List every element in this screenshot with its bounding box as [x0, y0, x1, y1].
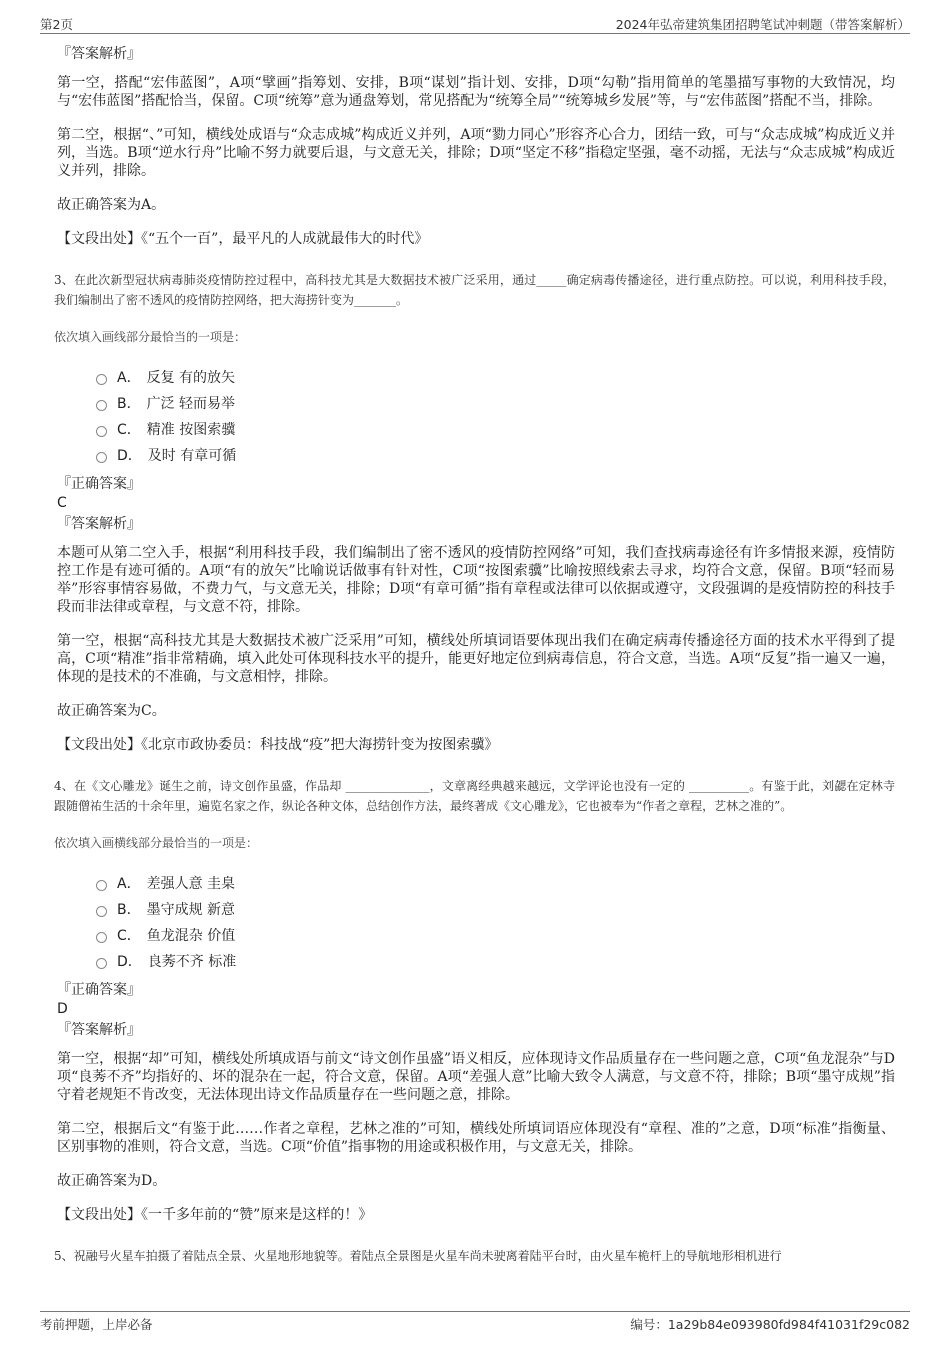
option-d[interactable]: D． 及时 有章可循: [96, 442, 895, 468]
radio-icon[interactable]: [96, 932, 107, 943]
question-3-stem: 3、在此次新型冠状病毒肺炎疫情防控过程中，高科技尤其是大数据技术被广泛采用，通过_____确定病毒传播途径，进行重点防控。可以说，利用科技手段，我们编制出了密不透风的疫情防控网络，把大海捞针变为_______。: [54, 273, 895, 307]
option-d[interactable]: D． 良莠不齐 标准: [96, 948, 895, 974]
source-citation: 【文段出处】《“五个一百”，最平凡的人成就最伟大的时代》: [57, 231, 429, 247]
document-body: [54, 44, 895, 1266]
conclusion-text: 故正确答案为A。: [57, 197, 166, 213]
conclusion-text: 故正确答案为D。: [57, 1173, 167, 1189]
analysis-paragraph: 本题可从第二空入手，根据“利用科技手段，我们编制出了密不透风的疫情防控网络”可知，我们查找病毒途径有许多情报来源，疫情防控工作是有迹可循的。A项“有的放矢”比喻说话做事有针对性，C项“按图索骥”比喻按照线索去寻求，均符合文意，保留。B项“轻而易举”形容事情容易做，不费力气，与文意无关，排除；D项“有章可循”指有章程或法律可以依据或遵守，文段强调的是疫情防控的科技手段而非法律或章程，与文意不符，排除。: [57, 545, 895, 615]
question-4-instruction: 依次填入画横线部分最恰当的一项是：: [54, 836, 259, 850]
page-number: 第2页: [40, 17, 73, 32]
option-b[interactable]: B． 墨守成规 新意: [96, 896, 895, 922]
footer-slogan: 考前押题，上岸必备: [40, 1317, 153, 1332]
correct-answer: C: [57, 495, 67, 511]
page-header: [40, 12, 910, 34]
analysis-paragraph: 第一空，根据“高科技尤其是大数据技术被广泛采用”可知，横线处所填词语要体现出我们在确定病毒传播途径方面的技术水平得到了提高，C项“精准”指非常精确，填入此处可体现科技水平的提升，能更好地定位到病毒信息，符合文意，当选。A项“反复”指一遍又一遍，体现的是技术的不准确，与文意相悖，排除。: [57, 633, 895, 685]
correct-answer: D: [57, 1001, 68, 1017]
analysis-paragraph: 第二空，根据“、”可知，横线处成语与“众志成城”构成近义并列，A项“勠力同心”形容齐心合力，团结一致，可与“众志成城”构成近义并列，当选。B项“逆水行舟”比喻不努力就要后退，与文意无关，排除；D项“坚定不移”指稳定坚强，毫不动摇，无法与“众志成城”构成近义并列，排除。: [57, 127, 895, 179]
option-c[interactable]: C． 精准 按图索骥: [96, 416, 895, 442]
radio-icon[interactable]: [96, 880, 107, 891]
question-3-options: [96, 364, 895, 468]
conclusion-text: 故正确答案为C。: [57, 703, 166, 719]
question-5-stem: 5、祝融号火星车拍摄了着陆点全景、火星地形地貌等。着陆点全景图是火星车尚未驶离着陆平台时，由火星车桅杆上的导航地形相机进行: [54, 1249, 782, 1263]
analysis-paragraph: 第二空，根据后文“有鉴于此……作者之章程，艺林之准的”可知，横线处所填词语应体现没有“章程、准的”之意，D项“标准”指衡量、区别事物的准则，符合文意，当选。C项“价值”指事物的用途或积极作用，与文意无关，排除。: [57, 1121, 895, 1155]
option-a[interactable]: A． 差强人意 圭臬: [96, 870, 895, 896]
analysis-tag: 『答案解析』: [57, 1022, 141, 1038]
document-id: 编号：1a29b84e093980fd984f41031f29c082: [630, 1317, 910, 1332]
question-4-options: [96, 870, 895, 974]
analysis-tag: 『答案解析』: [57, 516, 141, 532]
option-a[interactable]: A． 反复 有的放矢: [96, 364, 895, 390]
analysis-paragraph: 第一空，搭配“宏伟蓝图”，A项“擘画”指筹划、安排，B项“谋划”指计划、安排，D项“勾勒”指用简单的笔墨描写事物的大致情况，均与“宏伟蓝图”搭配恰当，保留。C项“统筹”意为通盘筹划，常见搭配为“统筹全局”“统筹城乡发展”等，与“宏伟蓝图”搭配不当，排除。: [57, 75, 895, 109]
document-title: 2024年弘帝建筑集团招聘笔试冲刺题（带答案解析）: [615, 17, 910, 32]
question-4-stem: 4、在《文心雕龙》诞生之前，诗文创作虽盛，作品却 ______________，文章离经典越来越远，文学评论也没有一定的 __________。有鉴于此，刘勰在定林寺跟随僧祐生活的十余年里，遍览名家之作，纵论各种文体，总结创作方法，最终著成《文心雕龙》，它也被奉为“作者之章程，艺林之准的”。: [54, 779, 895, 813]
radio-icon[interactable]: [96, 906, 107, 917]
radio-icon[interactable]: [96, 374, 107, 385]
radio-icon[interactable]: [96, 958, 107, 969]
correct-answer-tag: 『正确答案』: [57, 982, 141, 998]
radio-icon[interactable]: [96, 400, 107, 411]
question-3-instruction: 依次填入画线部分最恰当的一项是：: [54, 330, 247, 344]
option-b[interactable]: B． 广泛 轻而易举: [96, 390, 895, 416]
option-c[interactable]: C． 鱼龙混杂 价值: [96, 922, 895, 948]
radio-icon[interactable]: [96, 426, 107, 437]
analysis-tag: 『答案解析』: [57, 46, 141, 62]
analysis-paragraph: 第一空，根据“却”可知，横线处所填成语与前文“诗文创作虽盛”语义相反，应体现诗文作品质量存在一些问题之意，C项“鱼龙混杂”与D项“良莠不齐”均指好的、坏的混杂在一起，符合文意，保留。A项“差强人意”比喻大致令人满意，与文意不符，排除；B项“墨守成规”指守着老规矩不肯改变，无法体现出诗文作品质量存在一些问题之意，排除。: [57, 1051, 895, 1103]
source-citation: 【文段出处】《一千多年前的“赞”原来是这样的！》: [57, 1207, 373, 1223]
page-footer: [40, 1311, 910, 1332]
correct-answer-tag: 『正确答案』: [57, 476, 141, 492]
source-citation: 【文段出处】《北京市政协委员：科技战“疫”把大海捞针变为按图索骥》: [57, 737, 499, 753]
radio-icon[interactable]: [96, 452, 107, 463]
